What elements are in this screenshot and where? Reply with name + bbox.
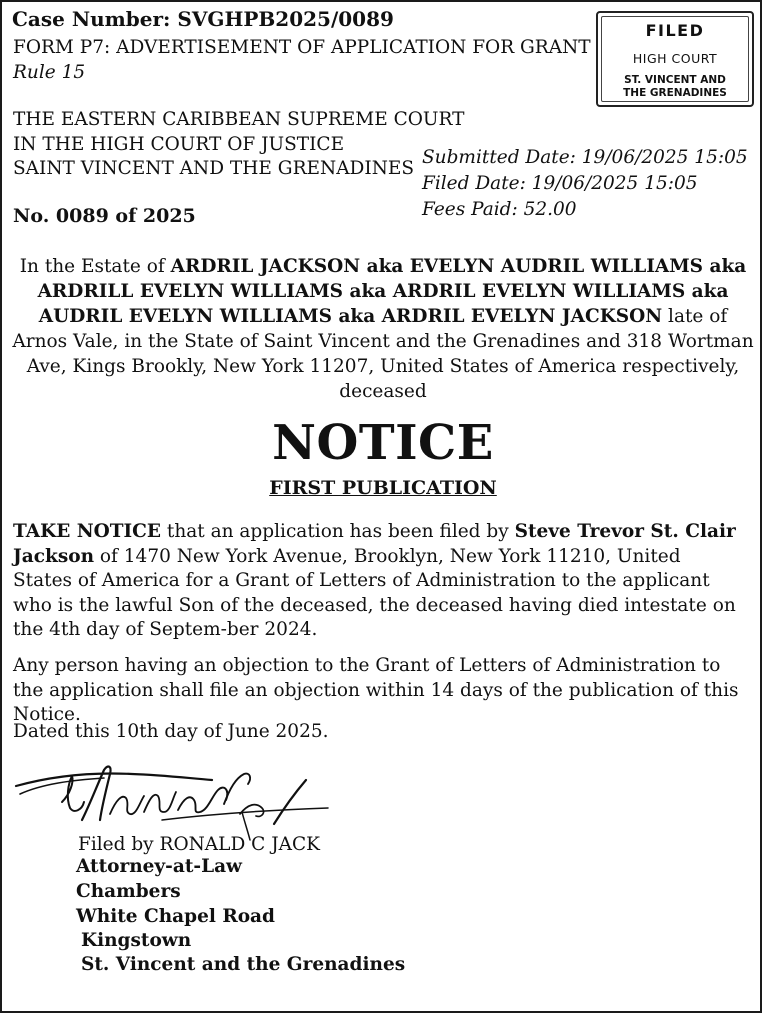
estate-paragraph — [12, 254, 754, 404]
address-line: St. Vincent and the Grenadines — [81, 954, 406, 975]
filed-by-line: Filed by RONALD C JACK — [78, 834, 320, 855]
address-line: Chambers — [76, 881, 181, 902]
matter-number: No. 0089 of 2025 — [13, 205, 196, 227]
filer-title: Attorney-at-Law — [76, 856, 242, 877]
case-number: Case Number: SVGHPB2025/0089 — [12, 7, 394, 31]
stamp-court-label: HIGH COURT — [632, 51, 718, 66]
court-name-line2: IN THE HIGH COURT OF JUSTICE — [13, 134, 345, 155]
submitted-date: Submitted Date: 19/06/2025 15:05 — [422, 147, 748, 168]
fees-paid: Fees Paid: 52.00 — [422, 199, 577, 220]
court-name-line1: THE EASTERN CARIBBEAN SUPREME COURT — [13, 109, 465, 130]
applicant-name: Steve Trevor St. Clair Jackson — [13, 521, 736, 567]
stamp-filed-label: FILED — [645, 21, 705, 40]
stamp-jurisdiction-line2: THE GRENADINES — [623, 87, 727, 99]
dated-line: Dated this 10th day of June 2025. — [13, 721, 329, 742]
address-line: Kingstown — [81, 930, 192, 951]
form-title: FORM P7: ADVERTISEMENT OF APPLICATION FOR GRANT — [13, 37, 591, 58]
estate-suffix: late of Arnos Vale, in the State of Saint Vincent and the Grenadines and 318 Wortman Ave, Kings Brookly, New York 11207, United States of America respectively, deceased — [12, 306, 754, 402]
take-notice-paragraph — [13, 520, 743, 643]
address-line: White Chapel Road — [76, 906, 275, 927]
estate-deceased-names: ARDRIL JACKSON aka EVELYN AUDRIL WILLIAMS aka ARDRILL EVELYN WILLIAMS aka ARDRIL EVELYN WILLIAMS aka AUDRIL EVELYN WILLIAMS aka ARDRIL EVELYN JACKSON — [37, 256, 747, 327]
publication-label: FIRST PUBLICATION — [269, 477, 497, 499]
objection-paragraph: Any person having an objection to the Grant of Letters of Administration to the application shall file an objection within 14 days of the publication of this Notice. — [13, 655, 739, 725]
rule-reference: Rule 15 — [13, 62, 86, 83]
filed-stamp — [596, 11, 754, 107]
take-notice-mid: that an application has been filed by — [161, 521, 515, 542]
stamp-jurisdiction-line1: ST. VINCENT AND — [624, 74, 726, 86]
notice-heading: NOTICE — [272, 415, 494, 471]
take-notice-lead: TAKE NOTICE — [13, 521, 161, 542]
filed-date: Filed Date: 19/06/2025 15:05 — [422, 173, 698, 194]
estate-prefix: In the Estate of — [19, 256, 171, 277]
take-notice-rest: of 1470 New York Avenue, Brooklyn, New York 11210, United States of America for a Grant of Letters of Administration to the applicant who is the lawful Son of the deceased, the deceased having died intestate on the 4th day of Septem-ber 2024. — [13, 545, 736, 640]
stamp-jurisdiction — [598, 74, 752, 100]
court-name-line3: SAINT VINCENT AND THE GRENADINES — [13, 158, 415, 179]
